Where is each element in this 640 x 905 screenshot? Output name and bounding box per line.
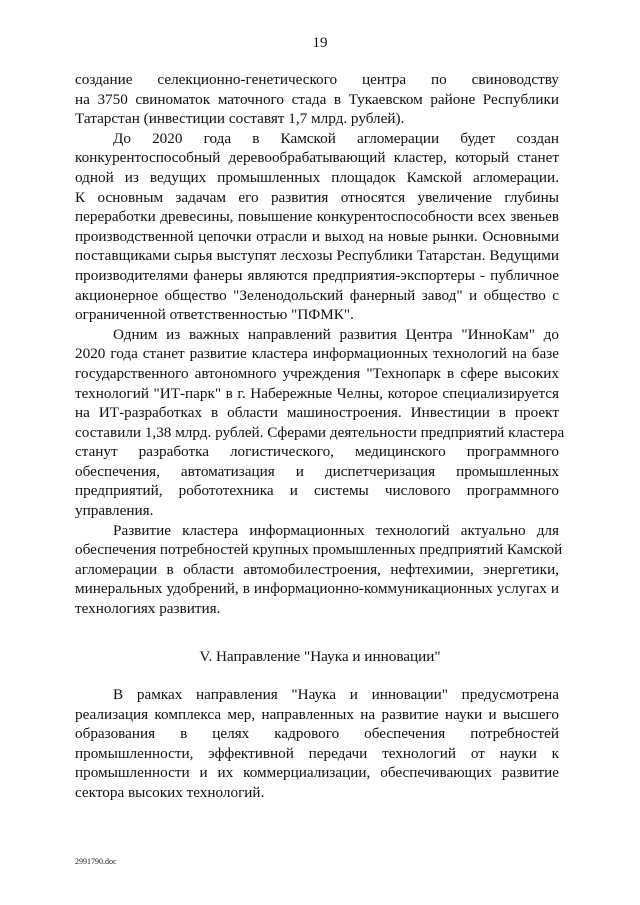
paragraph-3 [75, 325, 565, 521]
text-line: Татарстан (инвестиции составят 1,7 млрд. рублей). [75, 110, 405, 128]
text-line: К основным задачам его развития относятся увеличение глубины [75, 188, 559, 206]
text-line: управления. [75, 502, 154, 520]
text-line: агломерации в области автомобилестроения, нефтехимии, энергетики, [75, 560, 559, 578]
text-line: 2020 года станет развитие кластера информационных технологий на базе [75, 345, 559, 363]
text-line: составили 1,38 млрд. рублей. Сферами деятельности предприятий кластера [75, 423, 565, 441]
paragraph-1 [75, 70, 559, 129]
text-line: поставщиками сырья выступят лесхозы Республики Татарстан. Ведущими [75, 247, 559, 265]
text-line: промышленности и их коммерциализации, обеспечивающих развитие [75, 764, 559, 782]
text-line: промышленности, эффективной передачи технологий от науки к [75, 744, 559, 762]
document-file-code: 2991790.doc [75, 857, 117, 866]
paragraph-5 [75, 685, 559, 803]
text-line: государственного автономного учреждения "Технопарк в сфере высоких [75, 364, 559, 382]
paragraph-4 [75, 521, 563, 619]
text-line: В рамках направления "Наука и инновации" предусмотрена [113, 686, 559, 703]
text-line: обеспечения, автоматизация и диспетчеризация промышленных [75, 462, 559, 480]
text-line: станут разработка логистического, медицинского программного [75, 443, 559, 461]
text-line: одной из ведущих промышленных площадок Камской агломерации. [75, 168, 559, 186]
text-line: предприятий, робототехника и системы числового программного [75, 482, 559, 500]
text-line: сектора высоких технологий. [75, 783, 265, 801]
text-line: производителями фанеры являются предприятия-экспортеры - публичное [75, 266, 559, 284]
text-line: ограниченной ответственностью "ПФМК". [75, 306, 354, 324]
paragraph-2 [75, 129, 559, 325]
text-line: Одним из важных направлений развития Центра "ИнноКам" до [113, 325, 559, 343]
text-line: акционерное общество "Зеленодольский фанерный завод" и общество с [75, 286, 559, 304]
text-line: на ИТ-разработках в области машиностроения. Инвестиции в проект [75, 404, 559, 422]
text-line: минеральных удобрений, в информационно-коммуникационных услугах и [75, 580, 559, 598]
text-line: технологиях развития. [75, 600, 221, 618]
body-text [75, 70, 565, 619]
text-line: создание селекционно-генетического центра по свиноводству [75, 71, 559, 88]
text-line: образования в целях кадрового обеспечения потребностей [75, 725, 559, 743]
text-line: реализация комплекса мер, направленных на развитие науки и высшего [75, 705, 559, 723]
text-line: производственной цепочки отрасли и выход на новые рынки. Основными [75, 227, 559, 245]
section-heading: V. Направление "Наука и инновации" [199, 648, 441, 665]
text-line: технологий "ИТ-парк" в г. Набережные Челны, которое специализируется [75, 384, 559, 402]
section-text [75, 685, 559, 803]
page-number: 19 [312, 35, 328, 51]
text-line: Развитие кластера информационных технологий актуально для [113, 521, 559, 539]
text-line: конкурентоспособный деревообрабатывающий кластер, который станет [75, 149, 559, 167]
text-line: До 2020 года в Камской агломерации будет создан [113, 129, 559, 147]
text-line: переработки древесины, повышение конкурентоспособности всех звеньев [75, 208, 559, 226]
text-line: на 3750 свиноматок маточного стада в Тукаевском районе Республики [75, 90, 559, 108]
text-line: обеспечения потребностей крупных промышленных предприятий Камской [75, 541, 563, 559]
